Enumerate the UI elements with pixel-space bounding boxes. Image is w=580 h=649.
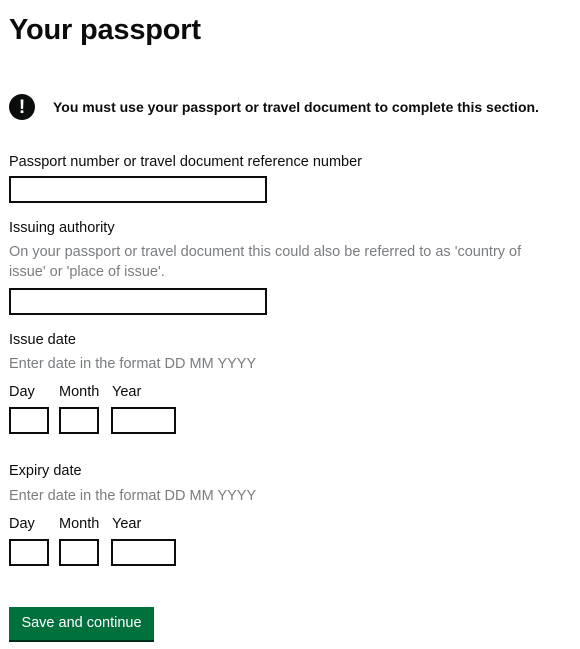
expiry-date-label: Expiry date <box>9 463 82 479</box>
expiry-year-input[interactable] <box>111 539 176 566</box>
expiry-day-input[interactable] <box>9 539 49 566</box>
issuing-authority-hint-line2: issue' or 'place of issue'. <box>9 264 165 280</box>
expiry-day-label: Day <box>9 516 35 532</box>
issuing-authority-label: Issuing authority <box>9 220 115 236</box>
issue-year-label: Year <box>112 384 142 400</box>
issue-month-input[interactable] <box>59 407 99 434</box>
exclamation-icon: ! <box>9 94 35 120</box>
issuing-authority-hint-line1: On your passport or travel document this could also be referred to as 'country of <box>9 244 522 260</box>
warning-text: You must use your passport or travel document to complete this section. <box>53 99 539 115</box>
issue-year-input[interactable] <box>111 407 176 434</box>
issue-month-label: Month <box>59 384 100 400</box>
expiry-month-input[interactable] <box>59 539 99 566</box>
expiry-month-label: Month <box>59 516 100 532</box>
issue-date-hint: Enter date in the format DD MM YYYY <box>9 356 257 372</box>
passport-number-input[interactable] <box>9 176 267 203</box>
save-and-continue-button[interactable]: Save and continue <box>9 607 154 640</box>
expiry-date-hint: Enter date in the format DD MM YYYY <box>9 488 257 504</box>
issue-day-input[interactable] <box>9 407 49 434</box>
issue-date-label: Issue date <box>9 332 76 348</box>
issue-day-label: Day <box>9 384 35 400</box>
issuing-authority-input[interactable] <box>9 288 267 315</box>
passport-number-label: Passport number or travel document reference number <box>9 154 363 170</box>
page-title: Your passport <box>9 14 201 46</box>
expiry-year-label: Year <box>112 516 142 532</box>
